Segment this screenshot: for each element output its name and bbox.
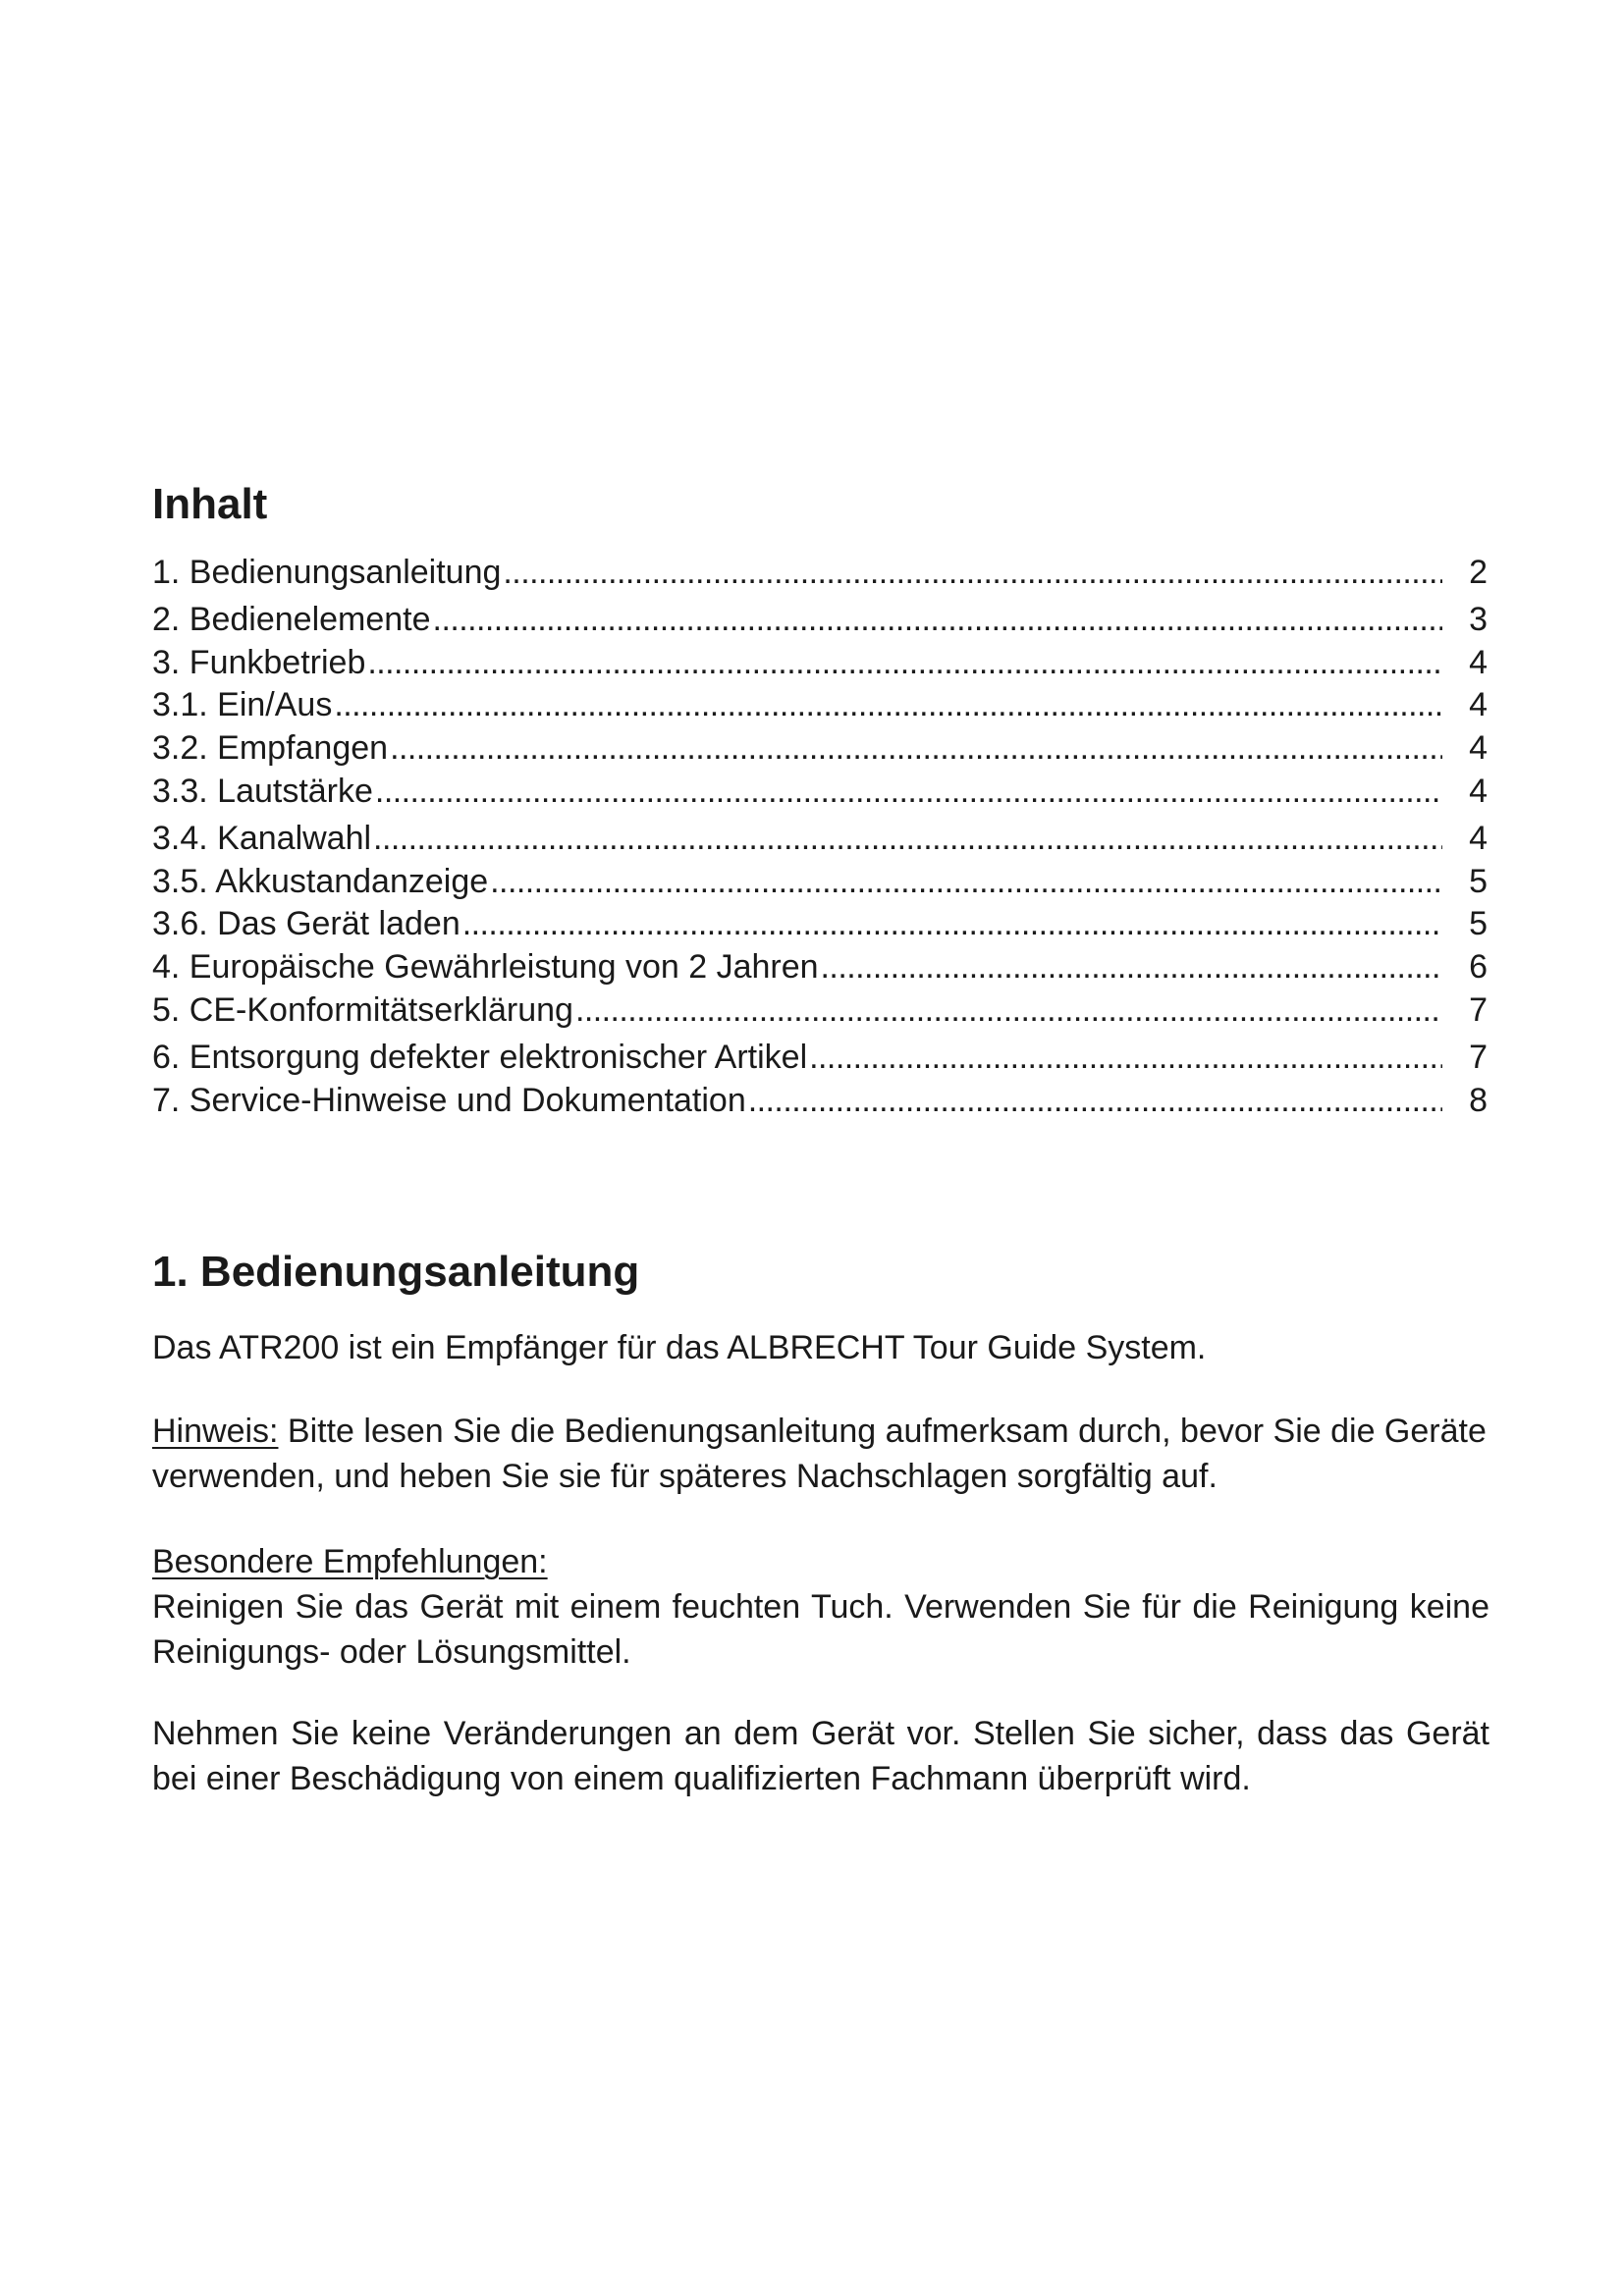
- toc-entry: [152, 1080, 1488, 1123]
- hinweis-label: Hinweis:: [152, 1413, 279, 1450]
- toc-entry-title: 5. CE-Konformitätserklärung: [152, 990, 573, 1029]
- hinweis-text: Bitte lesen Sie die Bedienungsanleitung aufmerksam durch, bevor Sie die Geräte verwenden, und heben Sie sie für späteres Nachschlagen sorgfältig auf.: [152, 1413, 1487, 1495]
- toc-entry-page: 6: [1469, 948, 1488, 987]
- toc-entry-title: 4. Europäische Gewährleistung von 2 Jahren: [152, 948, 819, 987]
- aenderungen-paragraph: Nehmen Sie keine Veränderungen an dem Gerät vor. Stellen Sie sicher, dass das Gerät bei einer Beschädigung von einem qualifizierten Fachmann überprüft wird.: [152, 1715, 1489, 1797]
- toc-entry: [152, 861, 1488, 904]
- toc-dot-leader: [809, 1037, 1442, 1080]
- toc-heading: Inhalt: [152, 480, 268, 528]
- toc-entry-page: 4: [1469, 819, 1488, 857]
- toc-entry-title: 1. Bedienungsanleitung: [152, 554, 502, 591]
- toc-entry-title: 3.3. Lautstärke: [152, 772, 373, 810]
- toc-entry-page: 4: [1469, 772, 1488, 810]
- empfehlungen-text: Reinigen Sie das Gerät mit einem feuchten Tuch. Verwenden Sie für die Reinigung keine Reinigungs- oder Lösungsmittel.: [152, 1588, 1489, 1671]
- toc-dot-leader: [503, 552, 1442, 595]
- toc-entry-page: 2: [1469, 554, 1488, 591]
- toc-entry-title: 3.6. Das Gerät laden: [152, 905, 460, 943]
- toc-entry: [152, 903, 1488, 946]
- toc-entry-page: 4: [1469, 729, 1488, 768]
- toc-entry-title: 3.5. Akkustandanzeige: [152, 862, 489, 900]
- toc-entry-page: 5: [1469, 862, 1488, 900]
- toc-dot-leader: [821, 946, 1442, 989]
- toc-entry-title: 3.4. Kanalwahl: [152, 819, 372, 857]
- toc-dot-leader: [390, 727, 1442, 771]
- toc-dot-leader: [373, 818, 1442, 861]
- toc-entry-title: 2. Bedienelemente: [152, 600, 431, 638]
- toc-entry: [152, 818, 1488, 861]
- toc-entry-title: 7. Service-Hinweise und Dokumentation: [152, 1081, 746, 1119]
- toc-entry-page: 4: [1469, 686, 1488, 724]
- empfehlungen-label: Besondere Empfehlungen:: [152, 1543, 548, 1580]
- toc-entry: [152, 684, 1488, 727]
- toc-entry: [152, 989, 1488, 1033]
- toc-entry: [152, 1037, 1488, 1080]
- toc-dot-leader: [367, 642, 1442, 685]
- toc-entry: [152, 727, 1488, 771]
- toc-dot-leader: [375, 771, 1442, 814]
- empfehlungen-paragraph: [152, 1539, 1489, 1675]
- toc-dot-leader: [334, 684, 1442, 727]
- toc-entry-title: 6. Entsorgung defekter elektronischer Artikel: [152, 1038, 808, 1076]
- hinweis-paragraph: [152, 1409, 1489, 1499]
- toc-entry-page: 5: [1469, 905, 1488, 943]
- toc-entry-page: 7: [1469, 990, 1488, 1029]
- toc-entry-title: 3.2. Empfangen: [152, 729, 389, 768]
- toc-entry-page: 4: [1469, 643, 1488, 681]
- toc-entry-title: 3. Funkbetrieb: [152, 643, 366, 681]
- toc-dot-leader: [748, 1080, 1442, 1123]
- toc-entry-page: 8: [1469, 1081, 1488, 1119]
- toc-entry-title: 3.1. Ein/Aus: [152, 686, 333, 724]
- toc-entry-page: 3: [1469, 600, 1488, 638]
- toc-entry-page: 7: [1469, 1038, 1488, 1076]
- section-heading: 1. Bedienungsanleitung: [152, 1248, 640, 1296]
- toc-entry: [152, 771, 1488, 814]
- toc-entry: [152, 946, 1488, 989]
- toc-dot-leader: [462, 903, 1442, 946]
- toc-dot-leader: [575, 989, 1442, 1033]
- toc-entry: [152, 552, 1488, 595]
- toc-dot-leader: [490, 861, 1442, 904]
- toc-entry: [152, 642, 1488, 685]
- toc-entry: [152, 599, 1488, 642]
- intro-paragraph: Das ATR200 ist ein Empfänger für das ALBRECHT Tour Guide System.: [152, 1329, 1207, 1366]
- toc-dot-leader: [433, 599, 1442, 642]
- table-of-contents: [152, 552, 1488, 1122]
